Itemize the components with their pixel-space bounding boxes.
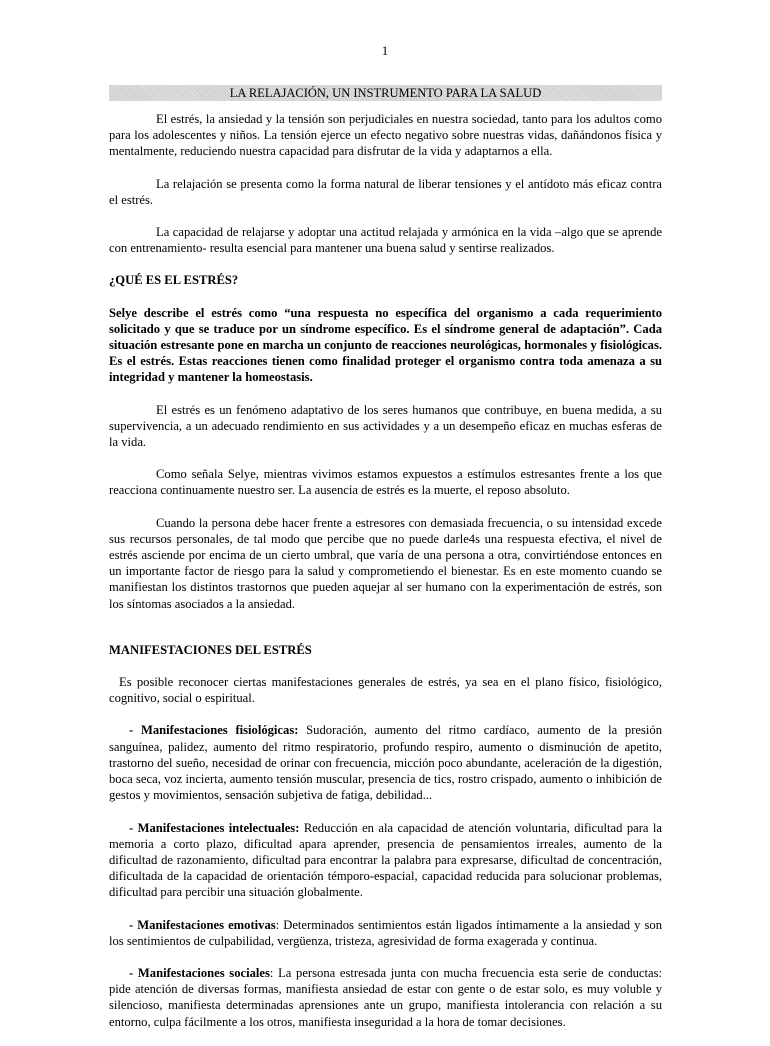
section2-intro-paragraph: Es posible reconocer ciertas manifestaciones generales de estrés, ya sea en el plano físico, fisiológico, cognitivo, social o espiritual.: [109, 675, 662, 706]
manifestation-item-sociales: [109, 965, 662, 1030]
section1-paragraph-3: Cuando la persona debe hacer frente a estresores con demasiada frecuencia, o su intensidad excede sus recursos personales, de tal modo que percibe que no puede darle4s una respuesta efectiva, el nivel de estrés asciende por encima de un cierto umbral, que varía de una persona a otra, convirtiéndose entonces en un importante factor de riesgo para la salud y comprometiendo el bienestar. Es en este momento cuando se manifiestan los distintos trastornos que pueden aquejar al ser humano con la experimentación de estrés, son los síntomas asociados a la ansiedad.: [109, 515, 662, 611]
intro-paragraph-2: La relajación se presenta como la forma natural de liberar tensiones y el antídoto más eficaz contra el estrés.: [109, 176, 662, 207]
intro-paragraph-1: El estrés, la ansiedad y la tensión son perjudiciales en nuestra sociedad, tanto para los adultos como para los adolescentes y niños. La tensión ejerce un efecto negativo sobre nuestras vidas, dañándonos física y mentalmente, reduciendo nuestra capacidad para disfrutar de la vida y adaptarnos a ella.: [109, 112, 662, 159]
manifestation-text: : Determinados sentimientos están ligados íntimamente a la ansiedad y son los sentimientos de culpabilidad, vergüenza, tristeza, agresividad de forma exagerada y continua.: [109, 917, 662, 948]
manifestation-item-fisiologicas: [109, 722, 662, 803]
manifestation-label: - Manifestaciones sociales: [129, 965, 270, 980]
section1-paragraph-2: Como señala Selye, mientras vivimos estamos expuestos a estímulos estresantes frente a los que reacciona continuamente nuestro ser. La ausencia de estrés es la muerte, el reposo absoluto.: [109, 467, 662, 498]
document-title: LA RELAJACIÓN, UN INSTRUMENTO PARA LA SALUD: [109, 85, 662, 101]
manifestation-text: Sudoración, aumento del ritmo cardíaco, aumento de la presión sanguínea, palidez, aumento del ritmo respiratorio, profundo respiro, aumento o disminución de apetito, trastorno del sueño, necesidad de orinar con frecuencia, micción poco abundante, aceleración de la digestión, boca seca, voz incierta, aumento tensión muscular, presencia de tics, rostro crispado, aumento o inhibición de gestos y movimientos, sensación subjetiva de fatiga, debilidad...: [109, 723, 662, 803]
manifestation-text: Reducción en ala capacidad de atención voluntaria, dificultad para la memoria a corto plazo, dificultad apara aprender, presencia de pensamientos irreales, aumento de la dificultad de razonamiento, dificultad para encontrar la palabra para expresarse, dificultad de concentración, dificultada de la capacidad de orientación témporo-espacial, capacidad reducida para solucionar problemas, dificultad para percibir una situación globalmente.: [109, 820, 662, 900]
section-heading-que-es-estres: ¿QUÉ ES EL ESTRÉS?: [109, 273, 239, 288]
manifestation-label: - Manifestaciones emotivas: [129, 917, 276, 932]
section1-paragraph-1: El estrés es un fenómeno adaptativo de los seres humanos que contribuye, en buena medida, a su supervivencia, a un adecuado rendimiento en sus actividades y a un desempeño eficaz en muchas esferas de la vida.: [109, 402, 662, 450]
manifestation-item-emotivas: [109, 917, 662, 949]
selye-definition-paragraph: Selye describe el estrés como “una respuesta no específica del organismo a cada requerimiento solicitado y que se traduce por un síndrome específico. Es el síndrome general de adaptación”. Cada situación estresante pone en marcha un conjunto de reacciones neurológicas, hormonales y fisiológicas. Es el estrés. Estas reacciones tienen como finalidad proteger el organismo contra toda amenaza a su integridad y mantener la homeostasis.: [109, 305, 662, 385]
manifestation-label: - Manifestaciones fisiológicas:: [129, 723, 299, 738]
manifestation-item-intelectuales: [109, 820, 662, 901]
section-heading-manifestaciones: MANIFESTACIONES DEL ESTRÉS: [109, 642, 312, 657]
document-body: [109, 111, 662, 1046]
manifestation-text: : La persona estresada junta con mucha frecuencia esta serie de conductas: pide atención de diversas formas, manifiesta ansiedad de estar con gente o de estar solo, es muy voluble y silencioso, manifiesta determinadas aprensiones ante un grupo, manifiesta intolerancia con relación a su entorno, culpa fácilmente a los otros, manifiesta inseguridad a la hora de tomar decisiones.: [109, 965, 663, 1029]
manifestation-label: - Manifestaciones intelectuales:: [129, 820, 300, 835]
intro-paragraph-3: La capacidad de relajarse y adoptar una actitud relajada y armónica en la vida –algo que se aprende con entrenamiento- resulta esencial para mantener una buena salud y sentirse realizados.: [109, 225, 662, 256]
page-number: 1: [381, 43, 389, 58]
